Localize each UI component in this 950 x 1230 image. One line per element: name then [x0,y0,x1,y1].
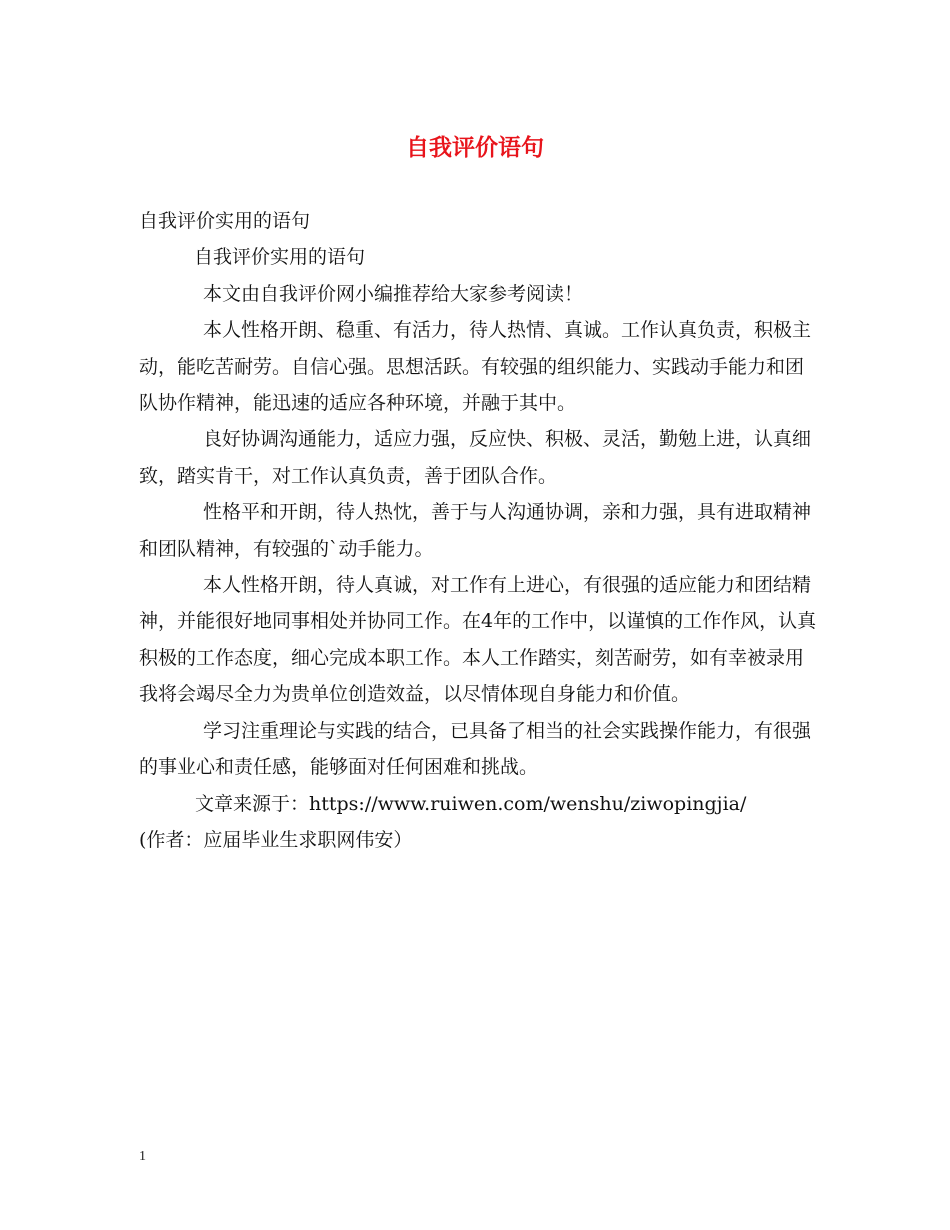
author-line: (作者：应届毕业生求职网伟安） [139,828,413,851]
source-line: 文章来源于：https://www.ruiwen.com/wenshu/ziwopingjia/ [195,792,747,815]
paragraph-5: 学习注重理论与实践的结合，已具备了相当的社会实践操作能力，有很强的事业心和责任感，能够面对任何困难和挑战。 [139,719,812,779]
paragraph-2: 良好协调沟通能力，适应力强，反应快、积极、灵活，勤勉上进，认真细致，踏实肯干，对工作认真负责，善于团队合作。 [139,428,812,487]
paragraph-1: 本人性格开朗、稳重、有活力，待人热情、真诚。工作认真负责，积极主动，能吃苦耐劳。自信心强。思想活跃。有较强的组织能力、实践动手能力和团队协作精神，能迅速的适应各种环境，并融于其中。 [139,319,812,415]
document-title: 自我评价语句 [406,134,544,161]
page-number: 1 [139,1149,146,1164]
paragraph-4: 本人性格开朗，待人真诚，对工作有上进心，有很强的适应能力和团结精神，并能很好地同事相处并协同工作。在4年的工作中，以谨慎的工作作风，认真积极的工作态度，细心完成本职工作。本人工作踏实，刻苦耐劳，如有幸被录用我将会竭尽全力为贵单位创造效益，以尽情体现自身能力和价值。 [139,574,817,706]
subtitle-indented-line: 自我评价实用的语句 [194,246,366,269]
document-body [139,203,819,858]
intro-paragraph: 本文由自我评价网小编推荐给大家参考阅读！ [203,282,584,305]
subtitle-line: 自我评价实用的语句 [139,210,311,232]
paragraph-3: 性格平和开朗，待人热忱，善于与人沟通协调，亲和力强，具有进取精神和团队精神，有较强的`动手能力。 [139,501,812,560]
